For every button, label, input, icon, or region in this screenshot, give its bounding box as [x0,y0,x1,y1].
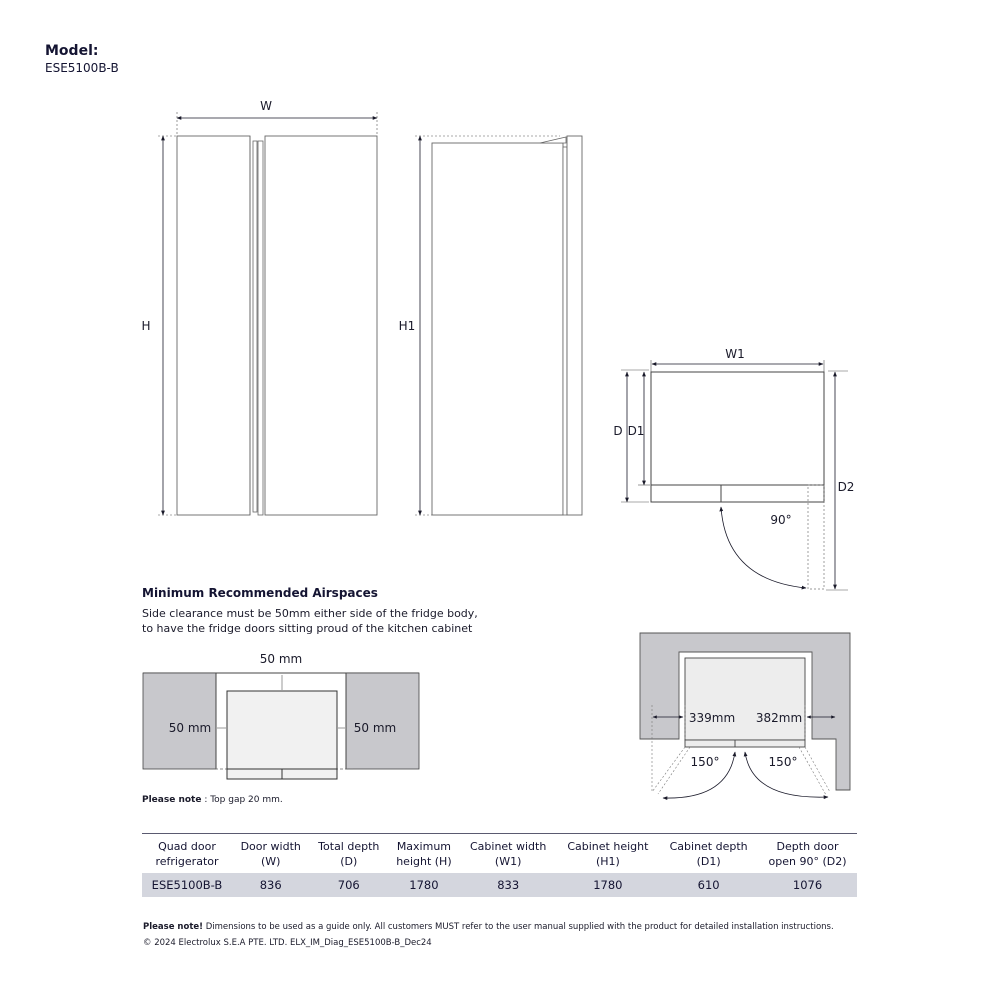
cell-door-width: 836 [232,873,310,897]
header-door-width: Door width (W) [240,840,301,868]
cell-max-height: 1780 [388,873,460,897]
airspaces-description [142,606,502,636]
model-label: Model: [45,43,99,59]
top-view-diagram [613,347,854,590]
cell-cabinet-height: 1780 [557,873,660,897]
top-gap-label: 50 mm [259,652,303,666]
side-view-diagram [399,136,582,515]
cabinet-depth-label: D1 [627,424,645,438]
depth-label: D [613,424,623,438]
model-value: ESE5100B-B [45,61,119,75]
right-gap-label: 50 mm [353,721,397,735]
right-clearance-label: 382mm [755,711,803,725]
airspace-diagram [143,652,419,779]
left-angle-label: 150° [690,755,720,769]
header-max-height: Maximum height (H) [396,840,452,868]
cell-cabinet-width: 833 [460,873,557,897]
spec-table-header-row [142,834,857,874]
table-row [142,873,857,897]
left-clearance-label: 339mm [688,711,736,725]
header-cabinet-height: Cabinet height (H1) [567,840,649,868]
top-gap-note-text: : Top gap 20 mm. [201,795,283,805]
airspaces-description-line1: Side clearance must be 50mm either side of the fridge body, [142,607,478,620]
header-model: Quad door refrigerator [155,840,219,868]
footer-note [143,922,834,932]
left-gap-label: 50 mm [168,721,212,735]
airspaces-title: Minimum Recommended Airspaces [142,586,378,600]
header-door-open-depth: Depth door open 90° (D2) [768,840,847,868]
cell-total-depth: 706 [309,873,388,897]
door-swing-diagram [640,633,850,798]
top-gap-note [142,795,283,805]
front-view-diagram [141,99,377,515]
cell-model: ESE5100B-B [142,873,232,897]
header-cabinet-width: Cabinet width (W1) [469,840,547,868]
door-angle-label: 90° [770,513,792,527]
door-open-depth-label: D2 [837,480,855,494]
cell-door-open-depth: 1076 [758,873,857,897]
footer-copyright: © 2024 Electrolux S.E.A PTE. LTD. ELX_IM_Diag_ESE5100B-B_Dec24 [143,938,432,948]
top-width-label: W1 [725,347,745,361]
front-width-label: W [260,99,272,113]
header-total-depth: Total depth (D) [318,840,380,868]
footer-note-text: Dimensions to be used as a guide only. All customers MUST refer to the user manual supplied with the product for detailed installation instructions. [203,922,834,932]
cell-cabinet-depth: 610 [659,873,758,897]
header-cabinet-depth: Cabinet depth (D1) [669,840,748,868]
airspaces-description-line2: to have the fridge doors sitting proud of the kitchen cabinet [142,622,473,635]
top-gap-note-prefix: Please note [142,795,202,805]
spec-table [142,833,857,897]
front-height-label: H [141,319,151,333]
side-height-label: H1 [398,319,416,333]
footer-note-prefix: Please note! [143,922,204,932]
right-angle-label: 150° [768,755,798,769]
